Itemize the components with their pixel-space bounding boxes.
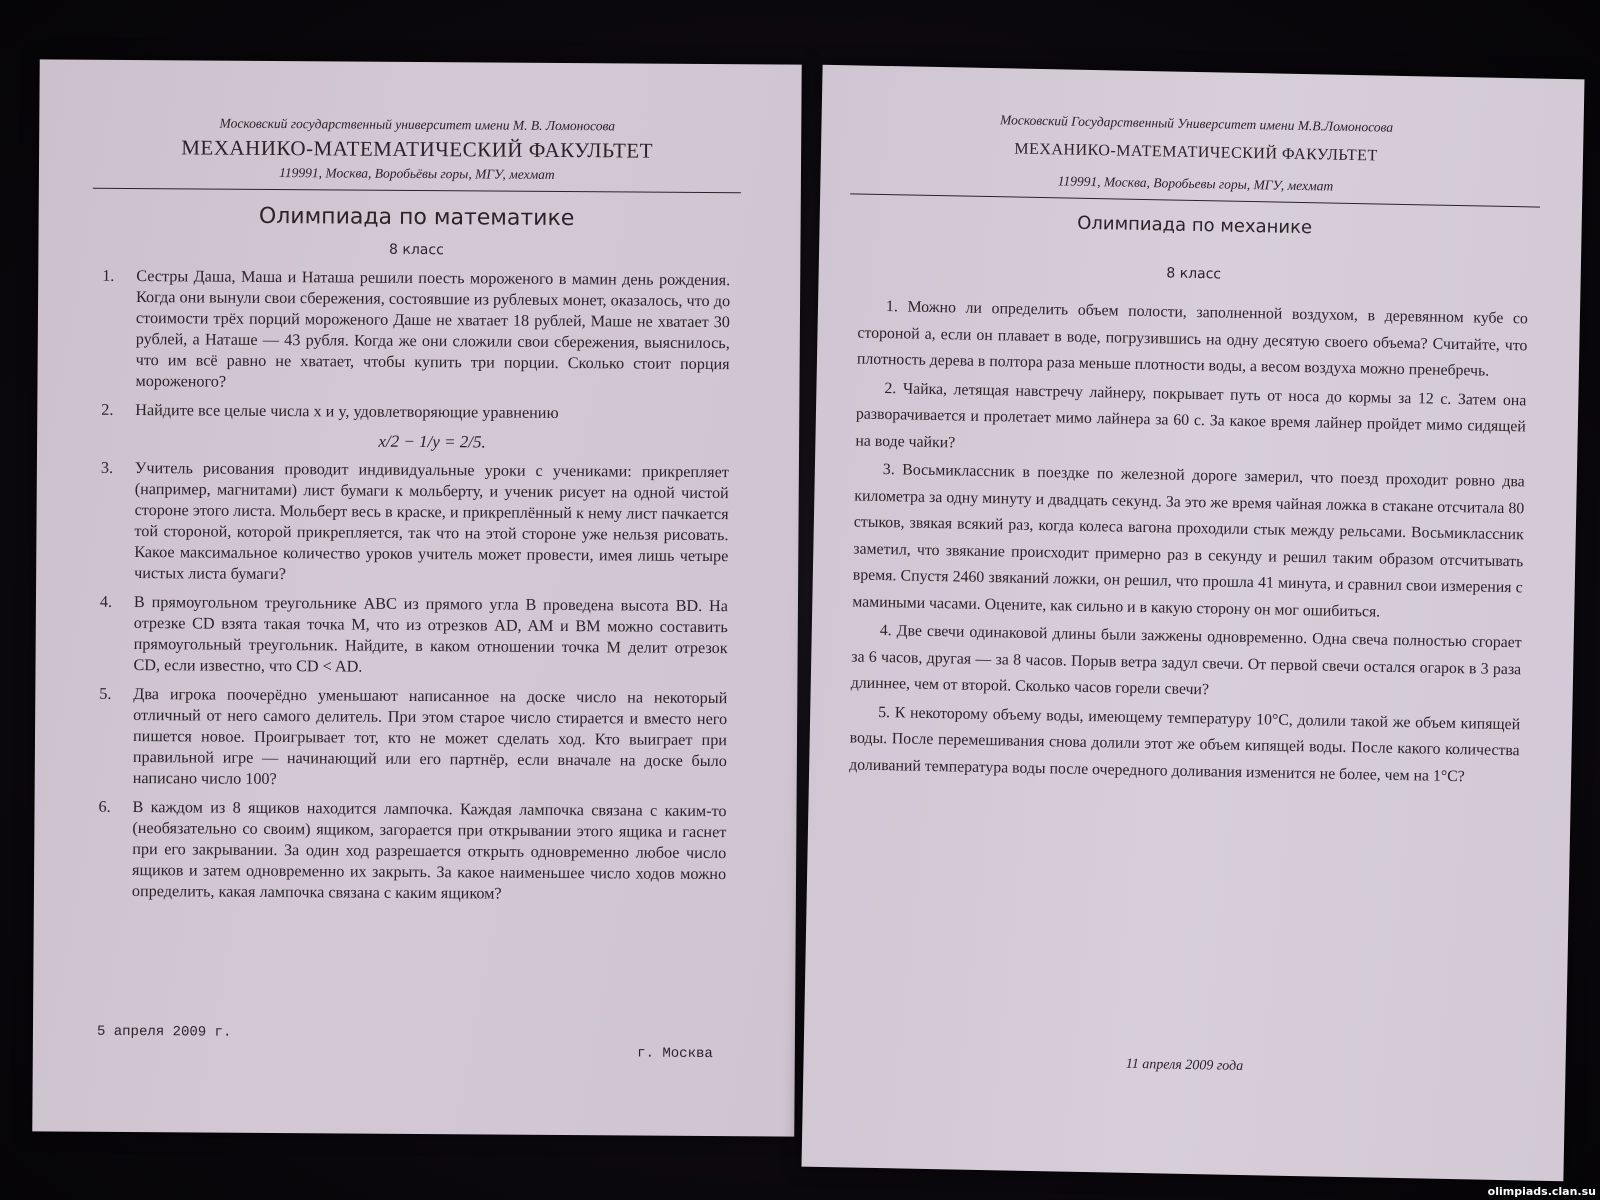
- problem-text: Можно ли определить объем полости, заполненной воздухом, в деревянном кубе со стороной a, если он плавает в воде, погрузившись на одну десятую своего объема? Считайте, что плотность дерева в полтора раза меньше плотности воды, а весом воздуха можно пренебречь.: [856, 298, 1529, 380]
- olympiad-title: Олимпиада по механике: [1076, 212, 1313, 239]
- problem-item: [101, 266, 730, 396]
- sheet-date: 5 апреля 2009 г.: [96, 1023, 232, 1041]
- problem-item: [849, 699, 1520, 791]
- problem-number: 6.: [98, 797, 111, 816]
- problem-text: Учитель рисования проводит индивидуальные уроки с учениками: прикрепляет (например, магнитами) лист бумаги к мольберту, и ученик рисует на одной чистой стороне этого листа. Мольберт весь в краске, и прикреплённый к нему лист пачкается той стороной, которой прикрепляется, так что на этой стороне уже нельзя рисовать. Какое максимальное количество уроков учитель может провести, имея лишь четыре чистых листа бумаги?: [134, 459, 729, 584]
- grade-label: 8 класс: [1166, 265, 1222, 283]
- problem-item: [855, 375, 1526, 467]
- sheet-city: г. Москва: [637, 1045, 713, 1063]
- problem-number: 3.: [100, 458, 114, 477]
- problem-list: [849, 294, 1528, 792]
- mechanics-olympiad-sheet: [801, 65, 1584, 1181]
- problem-number: 1.: [885, 298, 899, 316]
- site-watermark: olimpiads.clan.su: [1487, 1185, 1596, 1198]
- university-name: Московский государственный университет имени М. В. Ломоносова: [219, 115, 616, 134]
- problem-number: 4.: [879, 621, 892, 640]
- problem-number: 4.: [99, 592, 113, 611]
- math-olympiad-sheet: [32, 59, 801, 1136]
- problem-item: [101, 400, 729, 454]
- problem-equation: x/2 − 1/y = 2/5.: [378, 431, 486, 452]
- header-divider: [93, 188, 741, 194]
- faculty-address: 119991, Москва, Воробьевы горы, МГУ, мехмат: [1057, 173, 1334, 194]
- problem-item: [851, 617, 1522, 709]
- problem-text: Найдите все целые числа x и y, удовлетворяющие уравнению: [135, 401, 559, 422]
- problem-text: Восьмиклассник в поездке по железной дороге замерил, что поезд проходит ровно два километра за одну минуту и двадцать секунд. За это же время чайная ложка в стакане отсчитала 80 стыков, звякая всякий раз, когда колеса вагона проходили стык между рельсами. Восьмиклассник заметил, что звякание происходит примерно раз в секунду и решил таким образом отсчитывать время. Спустя 2460 звяканий ложки, он решил, что прошла 41 минута, и сравнил свои измерения с мамиными часами. Оцените, как сильно и в какую сторону он мог ошибиться.: [852, 461, 1525, 621]
- problem-text: Сестры Даша, Маша и Наташа решили поесть мороженого в мамин день рождения. Когда они вынули свои сбережения, состоявшие из рублевых монет, оказалось, что до стоимости трёх порций мороженого Даше не хватает 18 рублей, Маше не хватает 30 рублей, а Наташе — 43 рубля. Когда же они сложили свои сбережения, выяснилось, что им всё равно не хватает, чтобы купить три порции. Сколько стоит порция мороженого?: [135, 267, 731, 391]
- problem-item: [99, 592, 728, 680]
- problem-number: 1.: [102, 266, 115, 285]
- problem-text: В каждом из 8 ящиков находится лампочка. Каждая лампочка связана с каким-то (необязательно со своим) ящиком, загорается при открывании этого ящика и гаснет при его закрывании. За один ход разрешается открыть одновременно любое число ящиков и затем одновременно их закрыть. За какое наименьшее число ходов можно определить, какая лампочка связана с каким ящиком?: [131, 798, 727, 903]
- grade-label: 8 класс: [388, 241, 444, 259]
- problem-number: 2.: [101, 400, 114, 419]
- university-name: Московский Государственный Университет имени М.В.Ломоносова: [999, 112, 1394, 135]
- faculty-address: 119991, Москва, Воробьёвы горы, МГУ, мехмат: [279, 165, 555, 182]
- problem-item: [100, 458, 729, 588]
- problem-text: Чайка, летящая навстречу лайнеру, покрывает путь от носа до кормы за 12 с. Затем она разворачивается и пролетает мимо лайнера за 60 с. За какое время лайнер пройдет мимо сидящей на воде чайки?: [855, 379, 1527, 451]
- olympiad-title: Олимпиада по математике: [258, 203, 575, 232]
- problem-item: [852, 456, 1525, 628]
- problem-text: В прямоугольном треугольнике ABC из прямого угла B проведена высота BD. На отрезке CD взята такая точка M, что из отрезков AD, AM и BM можно составить прямоугольный треугольник. Найдите, в каком отношении точка M делит отрезок CD, если известно, что CD < AD.: [133, 593, 729, 676]
- problem-text: К некоторому объему воды, имеющему температуру 10°C, долили такой же объем кипящей воды. После перемешивания снова долили этот же объем кипящей воды. После какого количества доливаний температура воды после очередного доливания изменится не более, чем на 1°C?: [849, 703, 1521, 785]
- problem-item: [99, 684, 728, 793]
- problem-item: [98, 797, 727, 906]
- faculty-name: МЕХАНИКО-МАТЕМАТИЧЕСКИЙ ФАКУЛЬТЕТ: [181, 135, 654, 163]
- problem-number: 3.: [882, 461, 895, 479]
- problem-text: Два игрока поочерёдно уменьшают написанное на доске число на некоторый отличный от него самого делитель. При этом старое число стирается и вместо него пишется новое. Проигрывает тот, кто не может сделать ход. Кто выиграет при правильной игре — начинающий или его партнёр, если вначале на доске было написано число 100?: [132, 685, 728, 789]
- sheet-date: 11 апреля 2009 года: [1125, 1056, 1244, 1075]
- problem-number: 5.: [878, 703, 891, 721]
- faculty-name: МЕХАНИКО-МАТЕМАТИЧЕСКИЙ ФАКУЛЬТЕТ: [1014, 140, 1378, 165]
- problem-list: [98, 266, 730, 906]
- problem-number: 5.: [99, 684, 112, 703]
- problem-item: [857, 294, 1528, 386]
- problem-number: 2.: [884, 379, 897, 397]
- problem-text: Две свечи одинаковой длины были зажжены одновременно. Одна свеча полностью сгорает за 6 часов, другая — за 8 часов. Порыв ветра задул свечи. От первой свечи остался огарок в 3 раза длиннее, чем от второй. Сколько часов горели свечи?: [850, 622, 1522, 699]
